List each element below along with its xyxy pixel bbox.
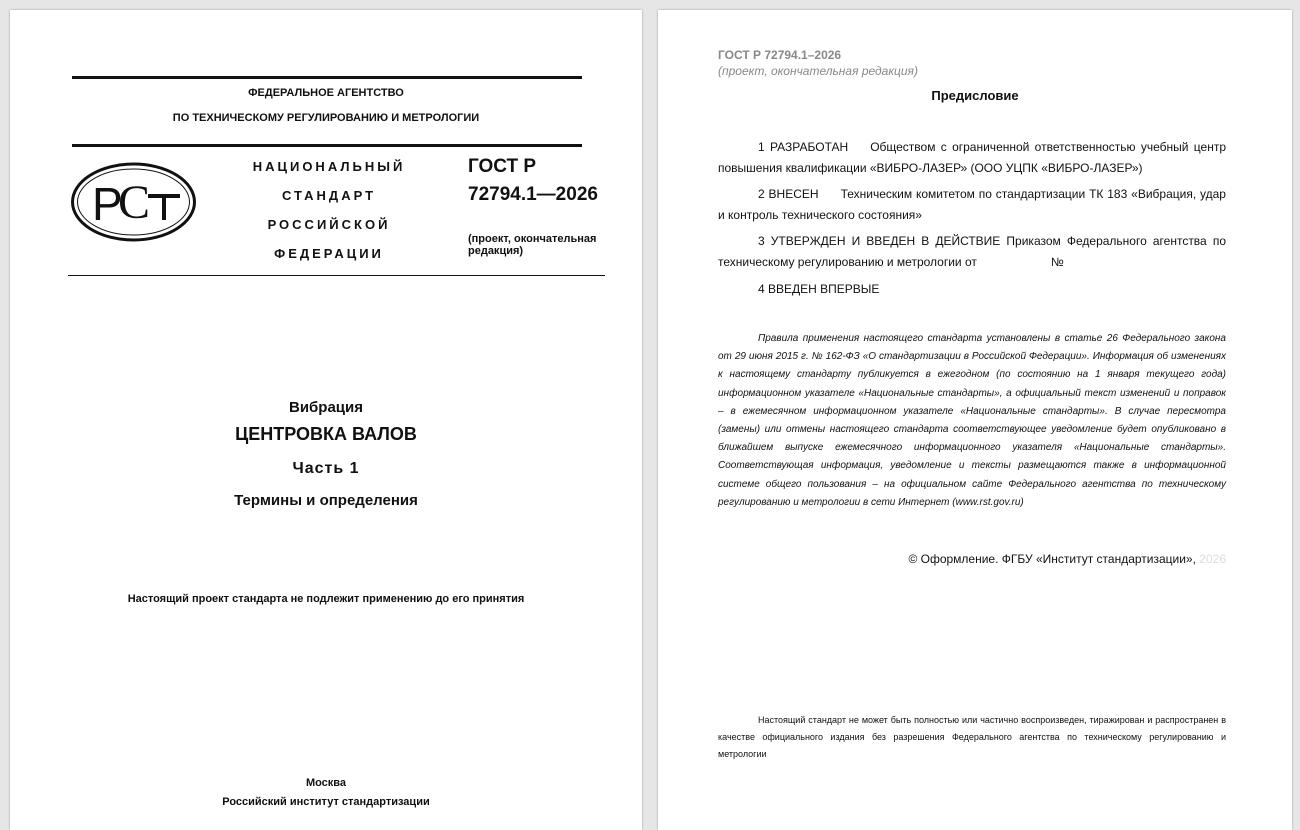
- item-2-text: Техническим комитетом по стандартизации ТК 183 «Вибрация, удар и контроль технического состояния»: [718, 187, 1226, 222]
- foreword-item-4: 4 ВВЕДЕН ВПЕРВЫЕ: [758, 282, 880, 296]
- header-gost: ГОСТ Р 72794.1–2026: [718, 48, 842, 62]
- svg-text:С: С: [118, 176, 151, 229]
- gost-number: 72794.1—2026: [468, 184, 598, 205]
- agency-rule: [72, 144, 582, 147]
- agency-line-2: ПО ТЕХНИЧЕСКОМУ РЕГУЛИРОВАНИЮ И МЕТРОЛОГИИ: [172, 112, 480, 124]
- copyright-year: 2026: [1199, 552, 1226, 566]
- item-2-label: 2 ВНЕСЕН: [758, 187, 819, 201]
- subtitle: Термины и определения: [234, 492, 418, 509]
- foreword-page: [658, 10, 1292, 830]
- national-standard-line-1: НАЦИОНАЛЬНЫЙ: [252, 159, 406, 174]
- foreword-heading: Предисловие: [931, 88, 1019, 103]
- national-standard-line-2: СТАНДАРТ: [281, 188, 377, 203]
- foreword-item-1: [718, 137, 1226, 179]
- item-1-text: Обществом с ограниченной ответственностью учебный центр повышения квалификации «ВИБРО-ЛАЗЕР» (ООО УЦПК «ВИБРО-ЛАЗЕР»): [718, 140, 1226, 175]
- header-draft: (проект, окончательная редакция): [718, 64, 918, 78]
- gost-label: ГОСТ Р: [468, 156, 537, 177]
- rst-logo: [70, 162, 197, 242]
- part-number: Часть 1: [292, 460, 360, 477]
- national-standard-line-4: ФЕДЕРАЦИИ: [274, 246, 384, 261]
- svg-text:Р: Р: [92, 178, 123, 230]
- agency-line-1: ФЕДЕРАЛЬНОЕ АГЕНТСТВО: [248, 87, 404, 99]
- header-bottom-rule: [68, 275, 605, 276]
- rules-paragraph: Правила применения настоящего стандарта установлены в статье 26 Федерального закона от 29 июня 2015 г. № 162-ФЗ «О стандартизации в Российской Федерации». Информация об изменениях к настоящему стандарту публикуется в ежегодном (по состоянию на 1 января текущего года) информационном указателе «Национальные стандарты», а официальный текст изменений и поправок – в ежемесячном информационном указателе «Национальные стандарты». В случае пересмотра (замены) или отмены настоящего стандарта соответствующее уведомление будет опубликовано в ближайшем выпуске ежемесячного информационного указателя «Национальные стандарты». Соответствующая информация, уведомление и тексты размещаются также в информационной системе общего пользования – на официальном сайте Федерального агентства по техническому регулированию и метрологии в сети Интернет (www.rst.gov.ru): [718, 333, 1226, 508]
- city: Москва: [305, 777, 347, 789]
- item-3-number-sign: №: [1050, 255, 1064, 269]
- copyright-line: [718, 552, 1226, 566]
- cover-page: [10, 10, 642, 830]
- national-standard-line-3: РОССИЙСКОЙ: [267, 217, 391, 232]
- copyright-text: © Оформление. ФГБУ «Институт стандартизации»,: [908, 552, 1196, 566]
- item-1-label: 1 РАЗРАБОТАН: [758, 140, 849, 154]
- draft-note: (проект, окончательная редакция): [468, 233, 597, 257]
- reproduction-notice: Настоящий стандарт не может быть полностью или частично воспроизведен, тиражирован и распространен в качестве официального издания без разрешения Федерального агентства по техническому регулированию и метрологии: [718, 715, 1226, 759]
- draft-notice: Настоящий проект стандарта не подлежит применению до его принятия: [127, 593, 525, 605]
- foreword-item-2: [718, 184, 1226, 226]
- title-small: Вибрация: [288, 399, 364, 416]
- publisher: Российский институт стандартизации: [222, 796, 430, 808]
- top-rule: [72, 76, 582, 79]
- item-3-label: 3 УТВЕРЖДЕН И ВВЕДЕН В ДЕЙСТВИЕ: [758, 234, 1001, 248]
- title-main: ЦЕНТРОВКА ВАЛОВ: [235, 424, 417, 444]
- rst-logo-icon: [70, 162, 197, 242]
- foreword-item-3: [718, 231, 1226, 273]
- item-3-text: Приказом Федерального агентства по техническому регулированию и метрологии от: [718, 234, 1226, 269]
